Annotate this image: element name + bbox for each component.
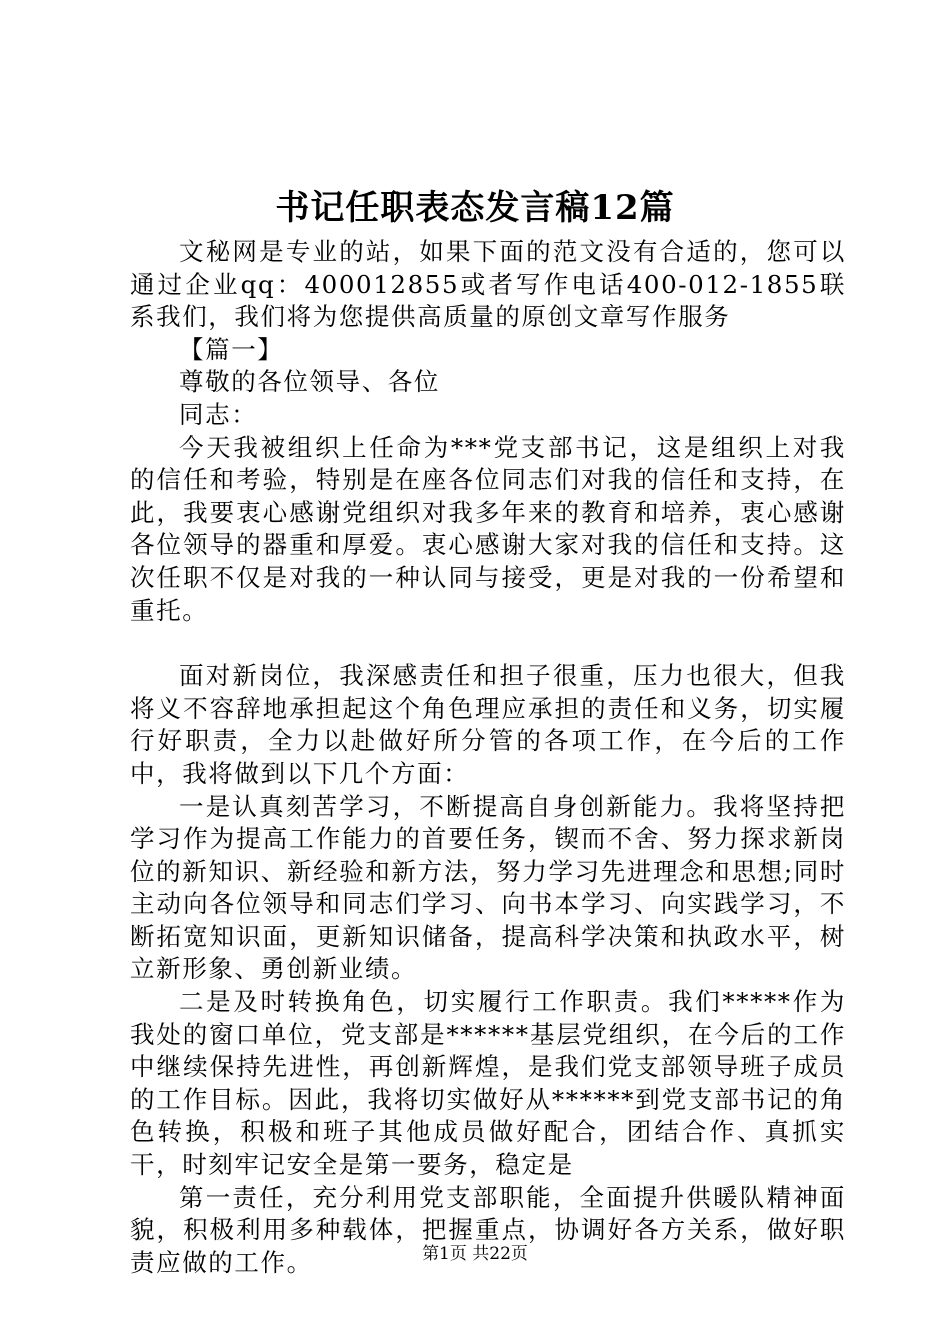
intro-paragraph: 文秘网是专业的站，如果下面的范文没有合适的，您可以通过企业qq：400012855或者写作电话400-012-1855联系我们，我们将为您提供高质量的原创文章写作服务	[130, 237, 846, 332]
document-body	[130, 236, 846, 1279]
body-paragraph: 今天我被组织上任命为***党支部书记，这是组织上对我的信任和考验，特别是在座各位同志们对我的信任和支持，在此，我要衷心感谢党组织对我多年来的教育和培养，衷心感谢各位领导的器重和厚爱。衷心感谢大家对我的信任和支持。这次任职不仅是对我的一种认同与接受，更是对我的一份希望和重托。	[130, 432, 846, 625]
salutation-line: 同志：	[179, 399, 258, 429]
body-paragraph: 二是及时转换角色，切实履行工作职责。我们*****作为我处的窗口单位，党支部是******基层党组织，在今后的工作中继续保持先进性，再创新辉煌，是我们党支部领导班子成员的工作目标。因此，我将切实做好从******到党支部书记的角色转换，积极和班子其他成员做好配合，团结合作、真抓实干，时刻牢记安全是第一要务，稳定是	[130, 987, 846, 1180]
body-paragraph: 一是认真刻苦学习，不断提高自身创新能力。我将坚持把学习作为提高工作能力的首要任务，锲而不舍、努力探求新岗位的新知识、新经验和新方法，努力学习先进理念和思想;同时主动向各位领导和同志们学习、向书本学习、向实践学习，不断拓宽知识面，更新知识储备，提高科学决策和执政水平，树立新形象、勇创新业绩。	[130, 791, 846, 984]
page-number: 第1页 共22页	[422, 1244, 528, 1264]
document-title: 书记任职表态发言稿12篇	[275, 188, 675, 228]
section-heading: 【篇一】	[179, 334, 284, 364]
body-paragraph: 第一责任，充分利用党支部职能，全面提升供暖队精神面貌，积极利用多种载体，把握重点，协调好各方关系，做好职责应做的工作。	[130, 1182, 846, 1277]
body-paragraph: 面对新岗位，我深感责任和担子很重，压力也很大，但我将义不容辞地承担起这个角色理应承担的责任和义务，切实履行好职责，全力以赴做好所分管的各项工作，在今后的工作中，我将做到以下几个方面：	[130, 661, 846, 788]
salutation-line: 尊敬的各位领导、各位	[179, 367, 440, 397]
